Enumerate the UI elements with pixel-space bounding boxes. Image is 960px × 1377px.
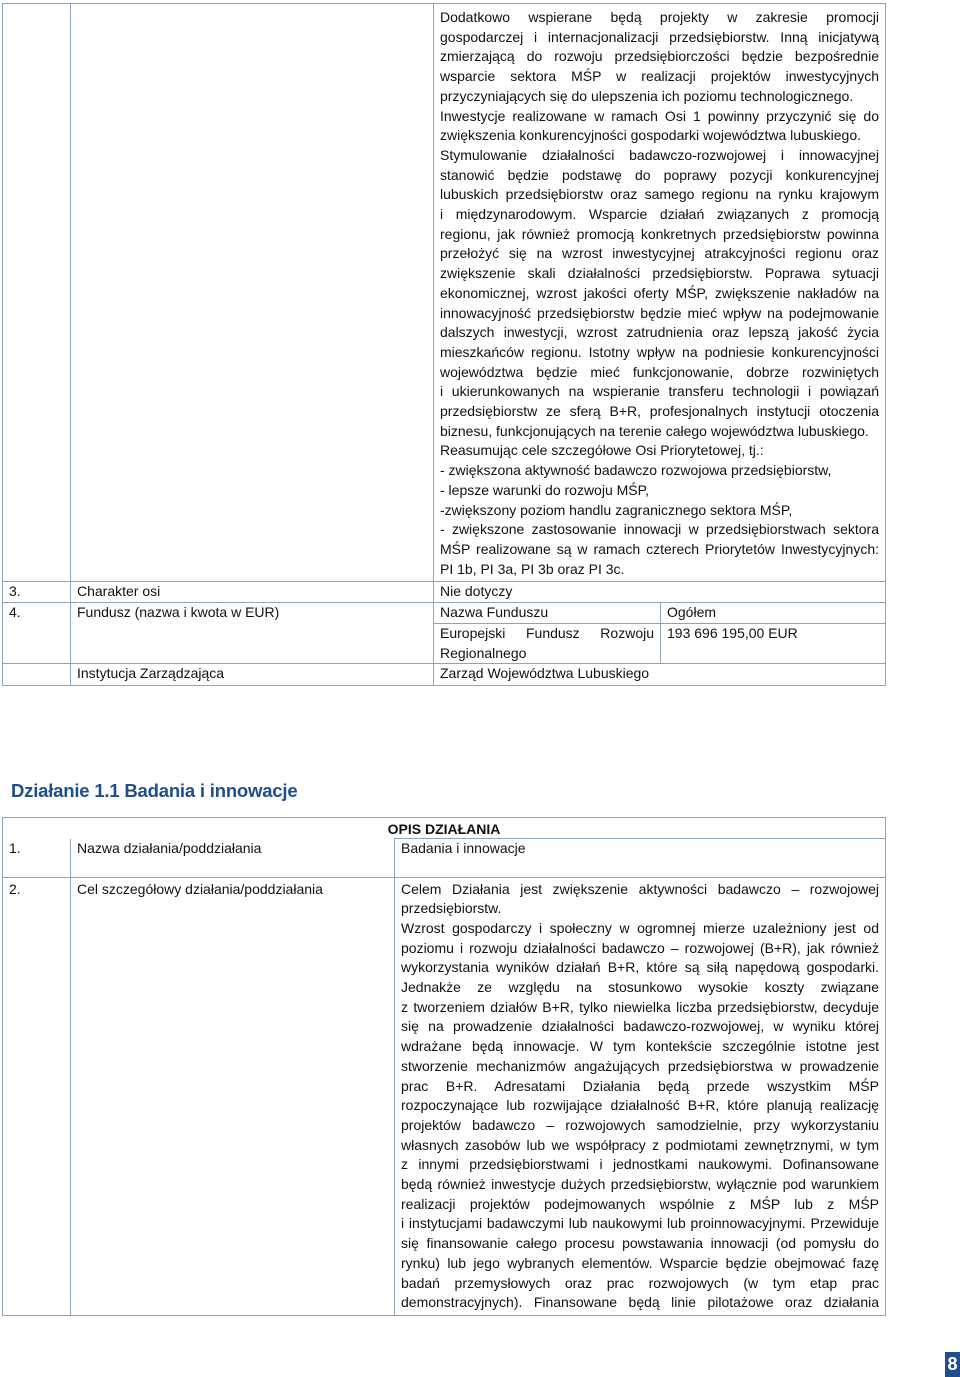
table-row (3, 877, 886, 1315)
axis-info-table (2, 3, 886, 686)
text-line: mieszkańców regionu. Istotny wpływ na podniesie konkurencyjności (440, 343, 879, 360)
text-line: - zwiększone zastosowanie innowacji w przedsiębiorstwach sektora (440, 521, 879, 538)
row-label: Cel szczegółowy działania/poddziałania (71, 877, 395, 1315)
page-number: 8 (945, 1352, 960, 1377)
row-label: Fundusz (nazwa i kwota w EUR) (71, 603, 434, 664)
table-cell (71, 4, 434, 582)
text-line: projektów badawczo – rozwojowych samodzielnie, przy wykorzystaniu (401, 1116, 879, 1133)
objective-cell (395, 877, 886, 1315)
text-line: będą również inwestycje dużych przedsiębiorstw, wyłącznie pod warunkiem (401, 1176, 879, 1193)
text-line: PI 1b, PI 3a, PI 3b oraz PI 3c. (440, 560, 625, 577)
table-row (3, 4, 886, 582)
text-line: z innymi przedsiębiorstwami i jednostkami naukowymi. Dofinansowane (401, 1156, 879, 1173)
text-line: -zwiększony poziom handlu zagranicznego sektora MŚP, (440, 501, 793, 518)
table-row (3, 582, 886, 603)
text-line: Celem Działania jest zwiększenie aktywności badawczo – rozwojowej (401, 880, 879, 897)
table-title: OPIS DZIAŁANIA (3, 818, 886, 839)
text-line: dalszych inwestycji, wzrost zatrudnienia oraz lepszą jakość życia (440, 324, 879, 341)
text-line: przedsiębiorstw ze sferą B+R, profesjonalnych instytucji otoczenia (440, 403, 879, 420)
text-line: Stymulowanie działalności badawczo-rozwojowej i innowacyjnej (440, 146, 879, 163)
text-line: stanowić będzie podstawę do poprawy pozycji konkurencyjnej (440, 166, 879, 183)
row-number: 4. (3, 603, 71, 664)
text-line: wykorzystania wyników działań B+R, które są siłą napędową gospodarki. (401, 959, 879, 976)
fund-total-value: 193 696 195,00 EUR (661, 623, 886, 663)
table-row (3, 603, 886, 624)
text-line: własnych zasobów lub we współpracy z podmiotami zewnętrznymi, w tym (401, 1136, 879, 1153)
text-line: regionu, jak również promocją konkretnych przedsiębiorstw powinna (440, 225, 879, 242)
text-line: realizacji projektów podejmowanych wspólnie z MŚP lub z MŚP (401, 1195, 879, 1212)
text-line: zwiększenie skali działalności przedsiębiorstw. Poprawa sytuacji (440, 265, 879, 282)
text-line: - lepsze warunki do rozwoju MŚP, (440, 481, 650, 498)
row-number: 2. (3, 877, 71, 1315)
row-number: 1. (3, 839, 71, 878)
text-line: przedsiębiorstw. (401, 900, 502, 917)
text-line: Reasumując cele szczegółowe Osi Priorytetowej, tj.: (440, 442, 764, 459)
text-line: zmierzającą do rozwoju przedsiębiorczości będzie bezpośrednie (440, 48, 879, 65)
text-line: rynku) lub jego wybranych elementów. Wsparcie będzie obejmować fazę (401, 1254, 879, 1271)
objective-paragraph (401, 880, 879, 1313)
row-label: Charakter osi (71, 582, 434, 603)
fund-name-cell (434, 623, 661, 663)
text-line: innowacyjność przedsiębiorstw będzie mieć wpływ na podejmowanie (440, 304, 879, 321)
text-line: poziomu i rozwoju działalności badawczo – rozwojowej (B+R), jak również (401, 939, 879, 956)
row-number: 3. (3, 582, 71, 603)
text-line: zwiększenia konkurencyjności gospodarki województwa lubuskiego. (440, 127, 861, 144)
row-value: Nie dotyczy (434, 582, 886, 603)
row-value: Badania i innowacje (395, 839, 886, 878)
text-line: się na prowadzenie działalności badawczo-rozwojowej, w wyniku której (401, 1018, 879, 1035)
fund-name-line: Europejski Fundusz Rozwoju (440, 624, 654, 641)
table-row (3, 839, 886, 878)
row-value: Zarząd Województwa Lubuskiego (434, 664, 886, 686)
table-cell (3, 4, 71, 582)
text-line: stworzenie mechanizmów angażujących przedsiębiorstwa w prowadzenie (401, 1057, 879, 1074)
text-line: i ukierunkowanych na wspieranie transferu technologii i powiązań (440, 383, 879, 400)
text-line: - zwiększona aktywność badawczo rozwojowa przedsiębiorstw, (440, 462, 832, 479)
table-row (3, 664, 886, 686)
text-line: MŚP realizowane są w ramach czterech Priorytetów Inwestycyjnych: (440, 540, 879, 557)
row-label: Nazwa działania/poddziałania (71, 839, 395, 878)
text-line: z tworzeniem działów B+R, tylko niewielka liczba przedsiębiorstw, decyduje (401, 998, 879, 1015)
table-row (3, 818, 886, 839)
text-line: lubuskich przedsiębiorstw oraz samego regionu na rynku krajowym (440, 186, 879, 203)
text-line: województwa będzie mieć funkcjonowanie, dobrze rozwiniętych (440, 363, 879, 380)
text-line: gospodarczej i internacjonalizacji przedsiębiorstw. Inną inicjatywą (440, 28, 879, 45)
text-line: przełożyć się na wzrost inwestycyjnej atrakcyjności regionu oraz (440, 245, 879, 262)
text-line: i instytucjami badawczymi lub naukowymi lub proinnowacyjnymi. Przewiduje (401, 1215, 879, 1232)
axis-description-paragraph (440, 8, 879, 579)
row-label: Instytucja Zarządzająca (71, 664, 434, 686)
text-line: badań przemysłowych oraz prac rozwojowych (w tym etap prac (401, 1274, 879, 1291)
text-line: wdrażane będą innowacje. W tym kontekście szczególnie istotne jest (401, 1038, 879, 1055)
text-line: przyczyniających się do ulepszenia ich poziomu technologicznego. (440, 87, 854, 104)
action-description-table (2, 817, 886, 1316)
section-heading: Działanie 1.1 Badania i innowacje (11, 780, 298, 801)
fund-name-line: Regionalnego (440, 644, 527, 661)
text-line: Wzrost gospodarczy i społeczny w ogromnej mierze uzależniony jest od (401, 919, 879, 936)
text-line: wsparcie sektora MŚP w realizacji projektów inwestycyjnych (440, 68, 879, 85)
text-line: się finansowanie całego procesu powstawania innowacji (od pomysłu do (401, 1235, 879, 1252)
axis-description-cell (434, 4, 886, 582)
text-line: demonstracyjnych). Finansowane będą linie pilotażowe oraz działania (401, 1294, 879, 1311)
text-line: biznesu, funkcjonujących na terenie całego województwa lubuskiego. (440, 422, 869, 439)
text-line: Jednakże ze względu na stosunkowo wysokie koszty związane (401, 979, 879, 996)
text-line: Dodatkowo wspierane będą projekty w zakresie promocji (440, 9, 879, 25)
text-line: Inwestycje realizowane w ramach Osi 1 powinny przyczynić się do (440, 107, 879, 124)
table-cell (3, 664, 71, 686)
text-line: ekonomicznej, wzrost jakości oferty MŚP, zwiększenie nakładów na (440, 284, 879, 301)
fund-total-header: Ogółem (661, 603, 886, 624)
fund-name-header: Nazwa Funduszu (434, 603, 661, 624)
text-line: i międzynarodowym. Wsparcie działań związanych z promocją (440, 206, 879, 223)
text-line: prac B+R. Adresatami Działania będą przede wszystkim MŚP (401, 1077, 879, 1094)
text-line: rozpoczynające lub rozwijające działalność B+R, które planują realizację (401, 1097, 879, 1114)
